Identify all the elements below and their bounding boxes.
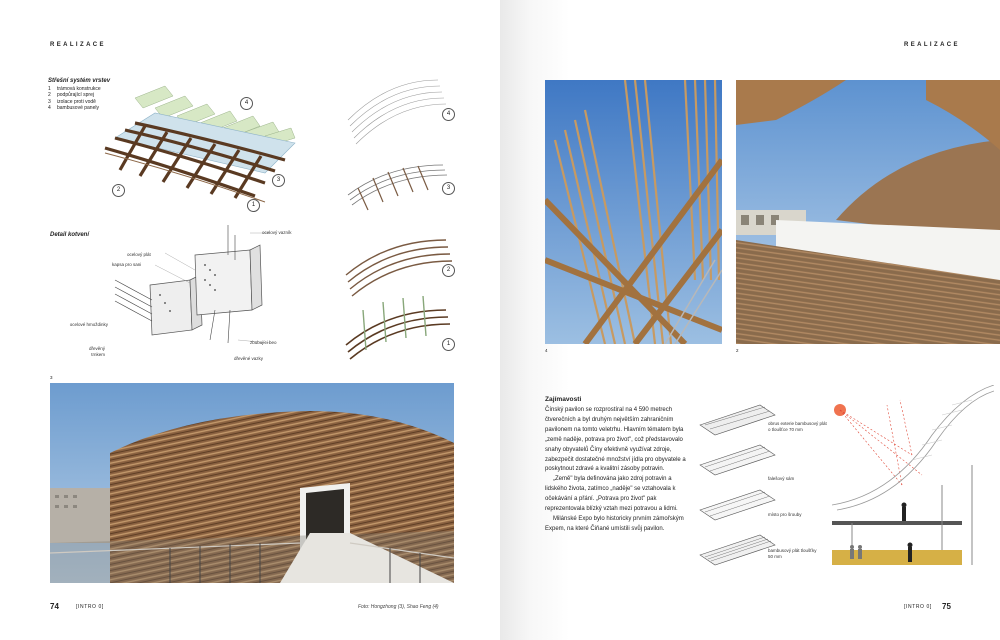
article-paragraph: „Země" byla definována jako zdroj potravin a lidského života, zatímco „naděje" se vztahovala k očekávání a přání. „Potrava pro život" pak reprezentovala blízký vztah mezi potravou a lidmi. [545,476,678,513]
anchor-detail-illustration [110,225,310,365]
label-pocket: kapsa pro sani [112,262,142,267]
marker-3: 3 [272,174,285,187]
pavilion-photo [50,383,454,583]
label-inner-panel: bambusový plát tloušťky 50 mm [768,548,817,559]
roof-layers-illustration [95,78,325,208]
stack-marker-3: 3 [442,182,455,195]
stack-marker-1: 1 [442,338,455,351]
running-footer-left: [INTRO 0] [76,604,104,610]
photo-number: 4 [545,348,548,353]
photo-number: 3 [50,375,53,380]
legend-item: 1 trámová konstrukce [48,86,101,92]
bamboo-structure-photo [545,80,722,344]
marker-4: 4 [240,97,253,110]
roof-diagram-title: Střešní systém vrstev [48,78,111,84]
label-wooden-ties: dřevěné vazky [234,356,264,361]
label-steel-anchors: ocelové hmoždinky [69,322,108,327]
running-footer-right: [INTRO 0] [904,604,932,610]
bamboo-structure-image [545,80,722,344]
label-screws: místo pro šrouby [768,512,802,517]
article-paragraph: Čínský pavilon se rozprostíral na 4 590 metrech čtverečních a byl druhým největším zahraničním pavilonem na tomto veletrhu. Hlavním tématem byla „země naděje, potrava pro život", což představovalo snahy obyvatelů Číny efektivně využívat zdroje, zabezpečit dostatečné množství jídla pro obyvatele a poskytnout zdravé a kvalitní zásoby potravin. [545,407,686,473]
page-number-right: 75 [942,602,951,611]
legend-item: 4 bambusové panely [48,105,99,112]
label-beam: zbubujíci beo [250,340,277,345]
section-header: REALIZACE [50,42,106,48]
label-wood: dřevěný trnkem [88,346,105,357]
article-text [545,396,687,535]
pavilion-photo-image [50,383,454,583]
section-sun-diagram [832,385,994,570]
label-frame: falešový sám [768,476,795,481]
photo-credit: Foto: Hongzhong (3), Shao Feng (4) [358,604,439,610]
page-number-left: 74 [50,602,59,611]
stack-marker-4: 4 [442,108,455,121]
label-steel-truss: ocelový vazník [262,230,292,235]
layer-stack-illustrations [338,70,458,360]
stack-marker-2: 2 [442,264,455,277]
section-header: REALIZACE [904,42,960,48]
photo-number: 2 [736,348,739,353]
marker-2: 2 [112,184,125,197]
marker-1: 1 [247,199,260,212]
terrace-photo [736,80,1000,344]
legend-item: 3 izolace proti vodě [48,98,96,105]
anchor-detail-title: Detail kotvení [50,232,90,238]
article-paragraph: Milánské Expo bylo historicky prvním zámořským Expem, na které Čiňané umístili svůj pavilon. [545,515,684,532]
article-heading: Zajímavosti [545,396,582,403]
right-page [500,0,1000,640]
label-steel-plate: ocelový plát [127,252,151,257]
legend-item: 2 podpůrající sprej [48,92,94,99]
label-exterior-panel: obrus exterie bambusový plát o tloušťce 70 mm [768,421,827,432]
terrace-image [736,80,1000,344]
